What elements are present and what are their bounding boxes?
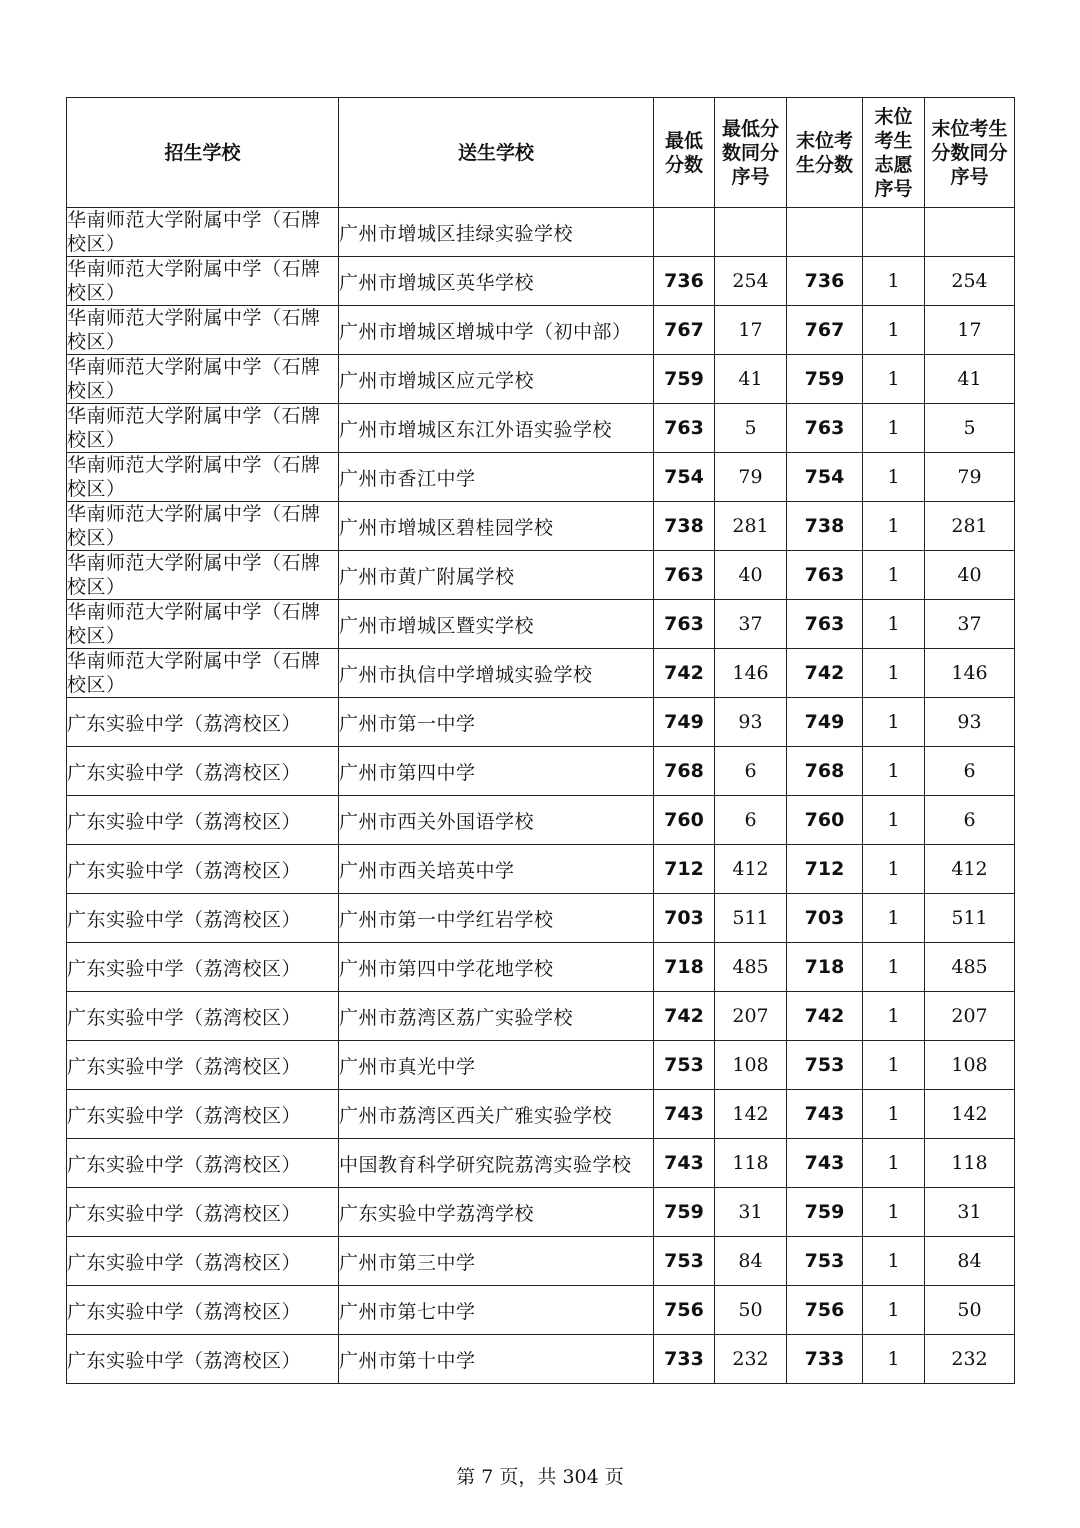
last-score-rank-cell	[925, 208, 1015, 257]
last-score-rank-cell: 142	[925, 1090, 1015, 1139]
last-score-cell: 718	[787, 943, 863, 992]
last-score-cell	[787, 208, 863, 257]
last-preference-cell: 1	[863, 1090, 925, 1139]
last-preference-cell: 1	[863, 1041, 925, 1090]
last-score-cell: 754	[787, 453, 863, 502]
sending-school-cell: 中国教育科学研究院荔湾实验学校	[339, 1139, 654, 1188]
last-score-cell: 768	[787, 747, 863, 796]
last-preference-cell: 1	[863, 796, 925, 845]
admitting-school-cell: 华南师范大学附属中学（石牌校区）	[67, 649, 339, 698]
last-score-rank-cell: 118	[925, 1139, 1015, 1188]
last-score-rank-cell: 40	[925, 551, 1015, 600]
min-score-rank-cell: 232	[715, 1335, 787, 1384]
sending-school-cell: 广州市真光中学	[339, 1041, 654, 1090]
admitting-school-cell: 华南师范大学附属中学（石牌校区）	[67, 404, 339, 453]
admitting-school-cell: 华南师范大学附属中学（石牌校区）	[67, 355, 339, 404]
sending-school-cell: 广州市第一中学红岩学校	[339, 894, 654, 943]
last-score-cell: 703	[787, 894, 863, 943]
last-score-rank-cell: 50	[925, 1286, 1015, 1335]
last-score-cell: 742	[787, 992, 863, 1041]
min-score-cell: 756	[654, 1286, 715, 1335]
last-score-cell: 753	[787, 1041, 863, 1090]
table-header	[67, 98, 1015, 208]
min-score-cell: 753	[654, 1041, 715, 1090]
last-preference-cell: 1	[863, 1286, 925, 1335]
min-score-rank-cell: 93	[715, 698, 787, 747]
min-score-cell	[654, 208, 715, 257]
min-score-cell: 759	[654, 1188, 715, 1237]
min-score-rank-cell: 108	[715, 1041, 787, 1090]
admissions-table	[66, 97, 1015, 1384]
min-score-rank-cell: 207	[715, 992, 787, 1041]
table-row	[67, 1090, 1015, 1139]
sending-school-cell: 广州市增城区东江外语实验学校	[339, 404, 654, 453]
admitting-school-cell: 广东实验中学（荔湾校区）	[67, 698, 339, 747]
last-score-rank-cell: 79	[925, 453, 1015, 502]
sending-school-cell: 广州市执信中学增城实验学校	[339, 649, 654, 698]
min-score-rank-cell: 146	[715, 649, 787, 698]
admitting-school-cell: 广东实验中学（荔湾校区）	[67, 1237, 339, 1286]
last-score-cell: 742	[787, 649, 863, 698]
admitting-school-cell: 广东实验中学（荔湾校区）	[67, 747, 339, 796]
min-score-rank-cell: 79	[715, 453, 787, 502]
last-score-rank-cell: 6	[925, 747, 1015, 796]
admitting-school-cell: 华南师范大学附属中学（石牌校区）	[67, 551, 339, 600]
sending-school-cell: 广州市第十中学	[339, 1335, 654, 1384]
min-score-rank-cell: 118	[715, 1139, 787, 1188]
last-score-rank-cell: 41	[925, 355, 1015, 404]
table-row	[67, 992, 1015, 1041]
last-score-cell: 743	[787, 1090, 863, 1139]
last-score-rank-cell: 84	[925, 1237, 1015, 1286]
table-row	[67, 1041, 1015, 1090]
min-score-cell: 753	[654, 1237, 715, 1286]
sending-school-cell: 广州市增城区英华学校	[339, 257, 654, 306]
min-score-rank-cell: 40	[715, 551, 787, 600]
table-row	[67, 453, 1015, 502]
sending-school-cell: 广州市荔湾区荔广实验学校	[339, 992, 654, 1041]
last-preference-cell: 1	[863, 453, 925, 502]
sending-school-cell: 广州市第七中学	[339, 1286, 654, 1335]
sending-school-cell: 广州市黄广附属学校	[339, 551, 654, 600]
table-row	[67, 1286, 1015, 1335]
header-sending-school: 送生学校	[339, 98, 654, 208]
min-score-cell: 754	[654, 453, 715, 502]
last-preference-cell: 1	[863, 306, 925, 355]
min-score-cell: 738	[654, 502, 715, 551]
sending-school-cell: 广州市西关培英中学	[339, 845, 654, 894]
admitting-school-cell: 广东实验中学（荔湾校区）	[67, 943, 339, 992]
last-score-cell: 763	[787, 551, 863, 600]
last-score-cell: 712	[787, 845, 863, 894]
min-score-cell: 742	[654, 992, 715, 1041]
last-preference-cell: 1	[863, 845, 925, 894]
table-row	[67, 208, 1015, 257]
table-row	[67, 551, 1015, 600]
min-score-cell: 759	[654, 355, 715, 404]
min-score-cell: 760	[654, 796, 715, 845]
last-preference-cell: 1	[863, 698, 925, 747]
table-row	[67, 845, 1015, 894]
last-preference-cell: 1	[863, 894, 925, 943]
admitting-school-cell: 华南师范大学附属中学（石牌校区）	[67, 208, 339, 257]
header-admitting-school: 招生学校	[67, 98, 339, 208]
min-score-rank-cell: 84	[715, 1237, 787, 1286]
sending-school-cell: 广州市西关外国语学校	[339, 796, 654, 845]
sending-school-cell: 广州市香江中学	[339, 453, 654, 502]
min-score-rank-cell: 6	[715, 796, 787, 845]
page-footer: 第 7 页，共 304 页	[456, 1466, 624, 1488]
last-preference-cell: 1	[863, 502, 925, 551]
last-score-rank-cell: 485	[925, 943, 1015, 992]
sending-school-cell: 广州市第四中学花地学校	[339, 943, 654, 992]
admitting-school-cell: 华南师范大学附属中学（石牌校区）	[67, 600, 339, 649]
table-row	[67, 698, 1015, 747]
admitting-school-cell: 广东实验中学（荔湾校区）	[67, 1286, 339, 1335]
last-score-cell: 763	[787, 600, 863, 649]
last-score-cell: 738	[787, 502, 863, 551]
last-score-rank-cell: 207	[925, 992, 1015, 1041]
last-score-cell: 760	[787, 796, 863, 845]
min-score-rank-cell: 511	[715, 894, 787, 943]
admitting-school-cell: 华南师范大学附属中学（石牌校区）	[67, 257, 339, 306]
min-score-cell: 712	[654, 845, 715, 894]
sending-school-cell: 广州市增城区增城中学（初中部）	[339, 306, 654, 355]
header-min-score: 最低 分数	[654, 98, 715, 208]
min-score-cell: 743	[654, 1090, 715, 1139]
min-score-cell: 733	[654, 1335, 715, 1384]
sending-school-cell: 广东实验中学荔湾学校	[339, 1188, 654, 1237]
sending-school-cell: 广州市增城区应元学校	[339, 355, 654, 404]
min-score-cell: 767	[654, 306, 715, 355]
last-score-cell: 763	[787, 404, 863, 453]
last-preference-cell: 1	[863, 747, 925, 796]
last-score-cell: 743	[787, 1139, 863, 1188]
min-score-cell: 763	[654, 404, 715, 453]
last-score-cell: 733	[787, 1335, 863, 1384]
min-score-cell: 743	[654, 1139, 715, 1188]
min-score-cell: 749	[654, 698, 715, 747]
min-score-rank-cell: 281	[715, 502, 787, 551]
last-score-rank-cell: 17	[925, 306, 1015, 355]
table-row	[67, 600, 1015, 649]
last-preference-cell: 1	[863, 992, 925, 1041]
min-score-rank-cell: 5	[715, 404, 787, 453]
last-score-rank-cell: 146	[925, 649, 1015, 698]
admitting-school-cell: 华南师范大学附属中学（石牌校区）	[67, 453, 339, 502]
admitting-school-cell: 广东实验中学（荔湾校区）	[67, 992, 339, 1041]
table-row	[67, 894, 1015, 943]
last-preference-cell: 1	[863, 943, 925, 992]
admitting-school-cell: 广东实验中学（荔湾校区）	[67, 1041, 339, 1090]
header-last-preference: 末位 考生 志愿 序号	[863, 98, 925, 208]
table-row	[67, 257, 1015, 306]
last-score-cell: 749	[787, 698, 863, 747]
min-score-rank-cell: 31	[715, 1188, 787, 1237]
min-score-rank-cell: 50	[715, 1286, 787, 1335]
header-min-score-rank: 最低分 数同分 序号	[715, 98, 787, 208]
admitting-school-cell: 华南师范大学附属中学（石牌校区）	[67, 306, 339, 355]
last-score-rank-cell: 254	[925, 257, 1015, 306]
sending-school-cell: 广州市增城区碧桂园学校	[339, 502, 654, 551]
last-preference-cell: 1	[863, 600, 925, 649]
min-score-cell: 703	[654, 894, 715, 943]
last-score-rank-cell: 93	[925, 698, 1015, 747]
last-score-rank-cell: 511	[925, 894, 1015, 943]
last-score-cell: 759	[787, 1188, 863, 1237]
sending-school-cell: 广州市荔湾区西关广雅实验学校	[339, 1090, 654, 1139]
sending-school-cell: 广州市第四中学	[339, 747, 654, 796]
sending-school-cell: 广州市第一中学	[339, 698, 654, 747]
last-score-rank-cell: 5	[925, 404, 1015, 453]
table-row	[67, 306, 1015, 355]
table-row	[67, 943, 1015, 992]
last-score-rank-cell: 37	[925, 600, 1015, 649]
min-score-cell: 742	[654, 649, 715, 698]
header-last-score: 末位考 生分数	[787, 98, 863, 208]
table-body	[67, 208, 1015, 1384]
last-score-cell: 736	[787, 257, 863, 306]
last-score-rank-cell: 31	[925, 1188, 1015, 1237]
admitting-school-cell: 广东实验中学（荔湾校区）	[67, 894, 339, 943]
table-row	[67, 1237, 1015, 1286]
min-score-rank-cell: 41	[715, 355, 787, 404]
last-preference-cell: 1	[863, 551, 925, 600]
min-score-rank-cell: 37	[715, 600, 787, 649]
min-score-rank-cell: 254	[715, 257, 787, 306]
admitting-school-cell: 广东实验中学（荔湾校区）	[67, 1188, 339, 1237]
min-score-cell: 736	[654, 257, 715, 306]
table-row	[67, 1139, 1015, 1188]
min-score-rank-cell: 6	[715, 747, 787, 796]
min-score-cell: 768	[654, 747, 715, 796]
table-row	[67, 355, 1015, 404]
table-row	[67, 796, 1015, 845]
min-score-rank-cell: 142	[715, 1090, 787, 1139]
last-preference-cell: 1	[863, 404, 925, 453]
min-score-rank-cell: 485	[715, 943, 787, 992]
min-score-cell: 763	[654, 551, 715, 600]
last-preference-cell: 1	[863, 1237, 925, 1286]
sending-school-cell: 广州市增城区挂绿实验学校	[339, 208, 654, 257]
last-preference-cell: 1	[863, 1188, 925, 1237]
last-score-rank-cell: 232	[925, 1335, 1015, 1384]
header-last-score-rank: 末位考生 分数同分 序号	[925, 98, 1015, 208]
header-row	[67, 98, 1015, 208]
last-score-rank-cell: 281	[925, 502, 1015, 551]
admitting-school-cell: 广东实验中学（荔湾校区）	[67, 845, 339, 894]
admitting-school-cell: 华南师范大学附属中学（石牌校区）	[67, 502, 339, 551]
last-score-rank-cell: 108	[925, 1041, 1015, 1090]
last-preference-cell: 1	[863, 1335, 925, 1384]
table-row	[67, 1335, 1015, 1384]
admitting-school-cell: 广东实验中学（荔湾校区）	[67, 1139, 339, 1188]
table-row	[67, 649, 1015, 698]
table-row	[67, 404, 1015, 453]
last-score-rank-cell: 6	[925, 796, 1015, 845]
min-score-rank-cell: 17	[715, 306, 787, 355]
table-row	[67, 1188, 1015, 1237]
last-score-cell: 753	[787, 1237, 863, 1286]
sending-school-cell: 广州市增城区暨实学校	[339, 600, 654, 649]
admitting-school-cell: 广东实验中学（荔湾校区）	[67, 1090, 339, 1139]
table-row	[67, 502, 1015, 551]
admitting-school-cell: 广东实验中学（荔湾校区）	[67, 1335, 339, 1384]
last-score-cell: 756	[787, 1286, 863, 1335]
last-preference-cell: 1	[863, 355, 925, 404]
last-preference-cell: 1	[863, 1139, 925, 1188]
min-score-rank-cell: 412	[715, 845, 787, 894]
last-score-cell: 759	[787, 355, 863, 404]
min-score-cell: 718	[654, 943, 715, 992]
last-score-cell: 767	[787, 306, 863, 355]
min-score-rank-cell	[715, 208, 787, 257]
last-preference-cell: 1	[863, 257, 925, 306]
min-score-cell: 763	[654, 600, 715, 649]
last-preference-cell	[863, 208, 925, 257]
sending-school-cell: 广州市第三中学	[339, 1237, 654, 1286]
admitting-school-cell: 广东实验中学（荔湾校区）	[67, 796, 339, 845]
last-score-rank-cell: 412	[925, 845, 1015, 894]
table-row	[67, 747, 1015, 796]
last-preference-cell: 1	[863, 649, 925, 698]
